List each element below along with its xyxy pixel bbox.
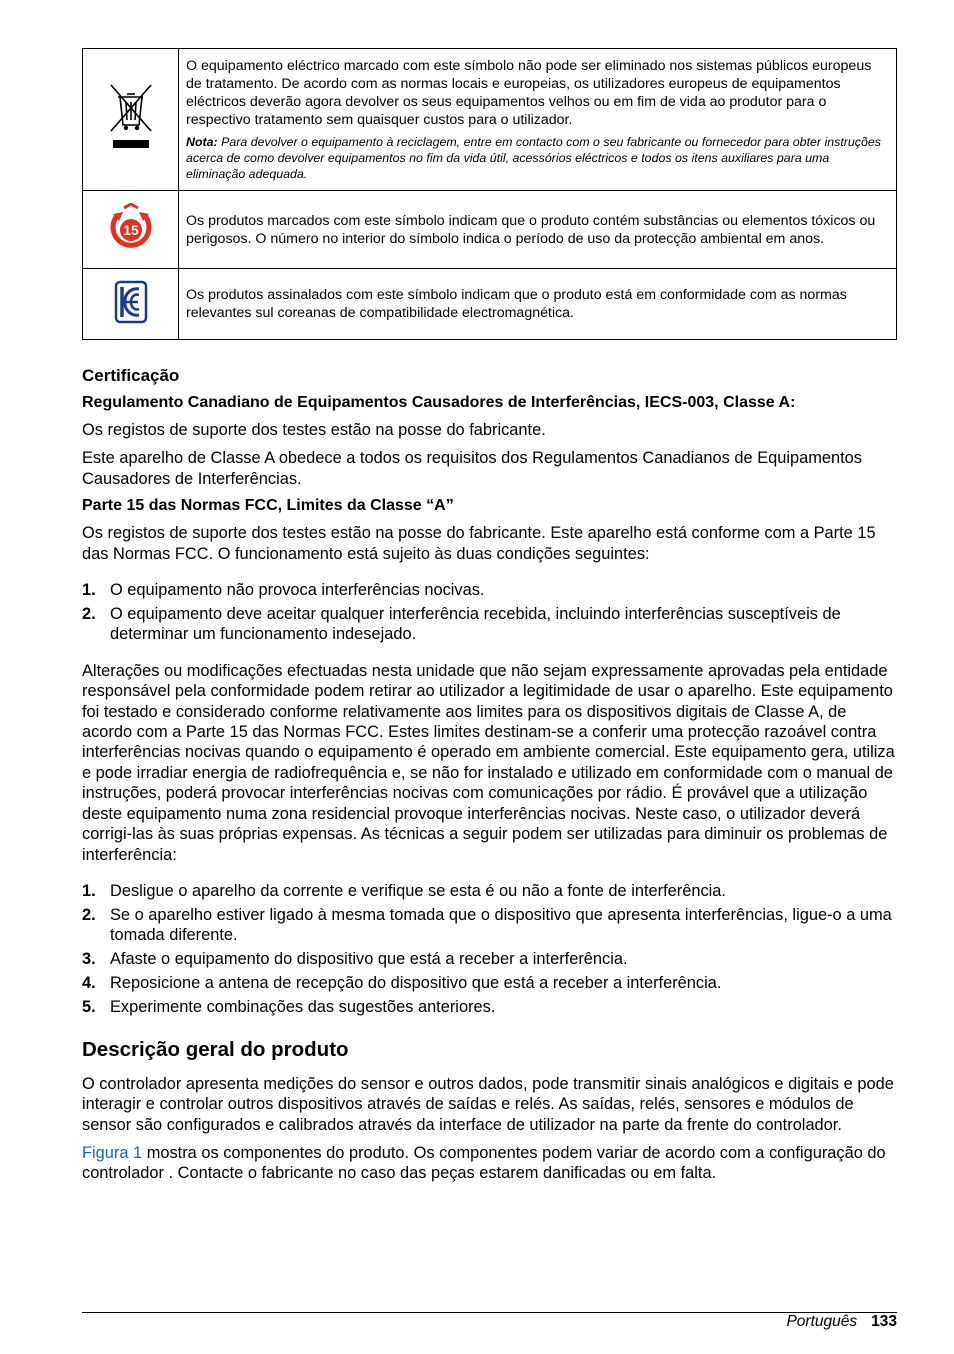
kc-mark-icon (114, 280, 148, 324)
list-number: 1. (82, 881, 96, 900)
note-text: Para devolver o equipamento à reciclagem, entre em contacto com o seu fabricante ou fornecedor para obter instruções acerca de como devolver equipamentos no fim da vida útil, acessórios eléctricos e todos os itens auxiliares para uma eliminação adequada. (186, 135, 881, 181)
paragraph: Este aparelho de Classe A obedece a todos os requisitos dos Regulamentos Canadianos de Equipamentos Causadores de Interferências. (82, 449, 862, 488)
certification-heading: Certificação (82, 366, 180, 385)
list-item (82, 580, 897, 600)
paragraph: O controlador apresenta medições do sensor e outros dados, pode transmitir sinais analógicos e digitais e pode interagir e controlar outros dispositivos através de saídas e relés. As saídas, relés, sensores e módulos de sensor são configurados e calibrados através da interface de utilizador na parte da frente do controlador. (82, 1074, 894, 1134)
list-text: O equipamento não provoca interferências nocivas. (110, 581, 485, 600)
weee-note (186, 134, 888, 182)
list-item (82, 881, 897, 901)
fcc-heading: Parte 15 das Normas FCC, Limites da Classe “A” (82, 497, 454, 515)
list-item (82, 604, 897, 645)
figure-link[interactable]: Figura 1 (82, 1143, 143, 1162)
weee-text: O equipamento eléctrico marcado com este símbolo não pode ser eliminado nos sistemas públicos europeus de tratamento. De acordo com as normas locais e europeias, os utilizadores europeus de equipamentos eléctricos deverão agora devolver os seus equipamentos velhos ou em fim de vida ao produtor para o respectivo tratamento sem quaisquer custos para o utilizador. (186, 58, 872, 128)
list-item (82, 973, 897, 993)
list-text: Desligue o aparelho da corrente e verifique se esta é ou não a fonte de interferência. (110, 881, 726, 900)
symbol-row-weee (83, 49, 897, 191)
symbol-cell (83, 269, 179, 340)
list-item (82, 997, 897, 1017)
list-item (82, 905, 897, 946)
symbol-row-kc (83, 269, 897, 340)
symbol-description: Os produtos assinalados com este símbolo indicam que o produto está em conformidade com as normas relevantes sul coreanas de compatibilidade electromagnética. (179, 269, 897, 340)
list-number: 2. (82, 905, 96, 924)
list-text: Reposicione a antena de recepção do dispositivo que está a receber a interferência. (110, 974, 722, 993)
weee-crossed-bin-icon (107, 82, 155, 152)
list-number: 2. (82, 605, 96, 624)
page-number: 133 (871, 1313, 897, 1330)
footer-text (786, 1313, 897, 1331)
paragraph: Alterações ou modificações efectuadas nesta unidade que não sejam expressamente aprovadas pela entidade responsável pela conformidade podem retirar ao utilizador a legitimidade de usar o aparelho. Este equipamento foi testado e considerado conforme relativamente aos limites para os dispositivos digitais de Classe A, de acordo com a Parte 15 das Normas FCC. Estes limites destinam-se a conferir uma protecção razoável contra interferências nocivas quando o equipamento é operado em ambiente comercial. Este equipamento gera, utiliza e pode irradiar energia de radiofrequência e, se não for instalado e utilizado em conformidade com o manual de instruções, poderá provocar interferências nocivas com comunicações por rádio. É provável que a utilização deste equipamento numa zona residencial provoque interferências nocivas. Neste caso, o utilizador deverá corrigi-las às suas próprias expensas. As técnicas a seguir podem ser utilizadas para diminuir os problemas de interferência: (82, 661, 895, 864)
symbol-cell (83, 191, 179, 269)
list-text: O equipamento deve aceitar qualquer interferência recebida, incluindo interferências susceptíveis de determinar um funcionamento indesejado. (110, 605, 841, 644)
note-label: Nota: (186, 135, 218, 149)
list-text: Experimente combinações das sugestões anteriores. (110, 998, 496, 1017)
symbol-description (179, 49, 897, 191)
paragraph: Os registos de suporte dos testes estão na posse do fabricante. Este aparelho está conforme com a Parte 15 das Normas FCC. O funcionamento está sujeito às duas condições seguintes: (82, 524, 876, 563)
canadian-heading: Regulamento Canadiano de Equipamentos Causadores de Interferências, IECS-003, Classe A: (82, 394, 796, 411)
footer-language: Português (786, 1313, 858, 1330)
symbols-table (82, 48, 897, 340)
list-text: Afaste o equipamento do dispositivo que está a receber a interferência. (110, 950, 628, 969)
conditions-list (82, 580, 897, 645)
rohs-badge-number: 15 (122, 222, 139, 238)
paragraph (82, 1143, 897, 1184)
symbol-description: Os produtos marcados com este símbolo indicam que o produto contém substâncias ou elementos tóxicos ou perigosos. O número no interior do símbolo indica o período de uso da protecção ambiental em anos. (179, 191, 897, 269)
page-footer (82, 1312, 897, 1330)
list-number: 3. (82, 950, 96, 969)
list-number: 4. (82, 974, 96, 993)
techniques-list (82, 881, 897, 1018)
china-rohs-15-icon (107, 203, 155, 251)
list-text: Se o aparelho estiver ligado à mesma tomada que o dispositivo que apresenta interferências, ligue-o a uma tomada diferente. (110, 905, 892, 945)
paragraph-text: mostra os componentes do produto. Os componentes podem variar de acordo com a configuração do controlador . Contacte o fabricante no caso das peças estarem danificadas ou em falta. (82, 1143, 886, 1183)
paragraph: Os registos de suporte dos testes estão na posse do fabricante. (82, 421, 546, 439)
symbol-row-rohs (83, 191, 897, 269)
symbol-cell (83, 49, 179, 191)
list-number: 5. (82, 998, 96, 1017)
page-content (82, 48, 897, 1192)
overview-heading: Descrição geral do produto (82, 1037, 349, 1061)
list-item (82, 949, 897, 969)
list-number: 1. (82, 581, 96, 600)
